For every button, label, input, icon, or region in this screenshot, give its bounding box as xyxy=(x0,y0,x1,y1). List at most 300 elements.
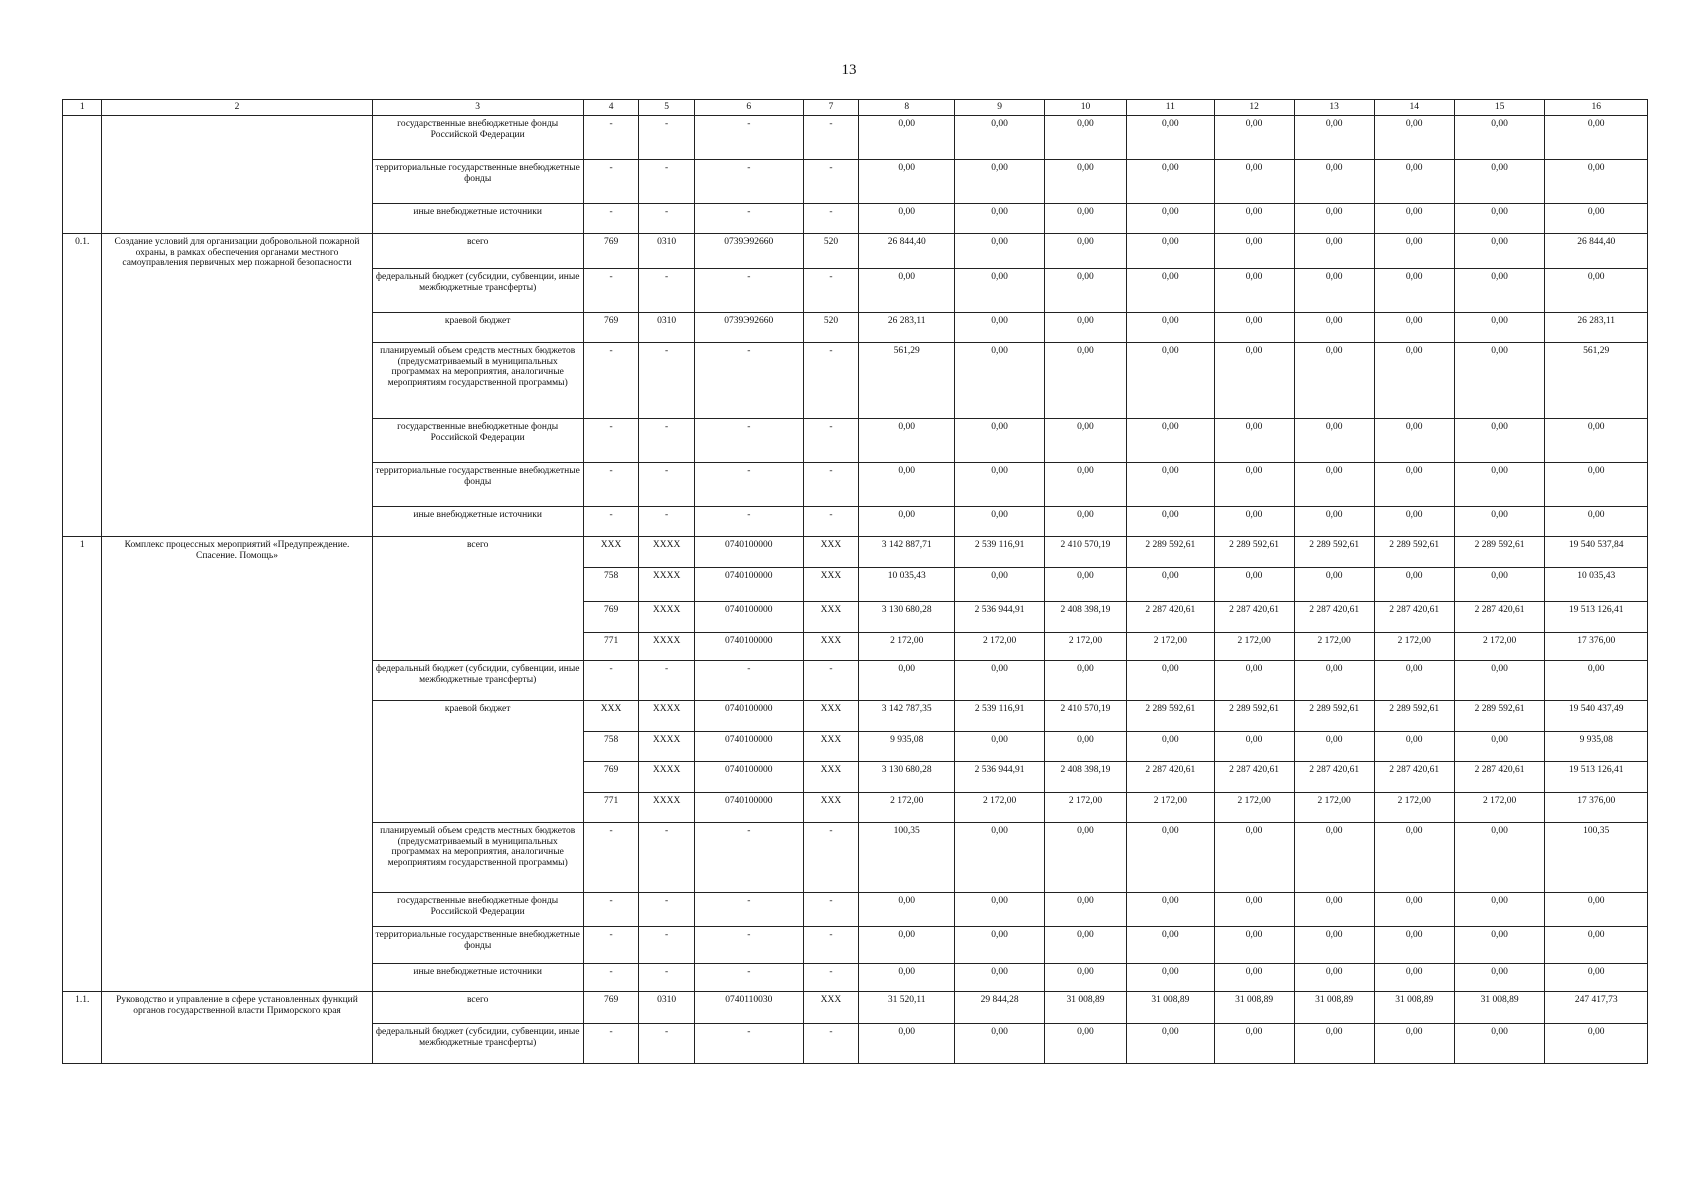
amount-col-16: 0,00 xyxy=(1545,661,1648,701)
amount-col-11: 0,00 xyxy=(1127,661,1215,701)
amount-col-11: 2 289 592,61 xyxy=(1127,701,1215,732)
amount-col-14: 0,00 xyxy=(1374,507,1454,537)
amount-col-12: 0,00 xyxy=(1214,419,1294,463)
amount-col-8: 10 035,43 xyxy=(859,568,955,602)
amount-col-9: 0,00 xyxy=(955,661,1045,701)
amount-col-12: 2 289 592,61 xyxy=(1214,537,1294,568)
amount-col-13: 0,00 xyxy=(1294,661,1374,701)
amount-col-13: 0,00 xyxy=(1294,419,1374,463)
column-number-2: 2 xyxy=(102,100,372,116)
funding-source: всего xyxy=(372,992,583,1024)
funding-source: федеральный бюджет (субсидии, субвенции, иные межбюджетные трансферты) xyxy=(372,269,583,313)
target-code: 0740100000 xyxy=(694,537,803,568)
section-code: - xyxy=(639,204,695,234)
amount-col-8: 3 130 680,28 xyxy=(859,602,955,633)
amount-col-12: 31 008,89 xyxy=(1214,992,1294,1024)
expense-type-code: XXX xyxy=(803,732,859,762)
column-number-8: 8 xyxy=(859,100,955,116)
amount-col-16: 19 540 437,49 xyxy=(1545,701,1648,732)
amount-col-8: 2 172,00 xyxy=(859,633,955,661)
expense-type-code: - xyxy=(803,160,859,204)
amount-col-13: 0,00 xyxy=(1294,313,1374,343)
amount-col-11: 2 287 420,61 xyxy=(1127,602,1215,633)
amount-col-9: 0,00 xyxy=(955,964,1045,992)
amount-col-10: 31 008,89 xyxy=(1044,992,1126,1024)
amount-col-16: 0,00 xyxy=(1545,463,1648,507)
amount-col-12: 0,00 xyxy=(1214,1024,1294,1064)
funding-source: всего xyxy=(372,537,583,661)
amount-col-8: 0,00 xyxy=(859,893,955,927)
admin-code: - xyxy=(583,661,639,701)
amount-col-16: 19 513 126,41 xyxy=(1545,762,1648,793)
amount-col-9: 0,00 xyxy=(955,823,1045,893)
amount-col-12: 0,00 xyxy=(1214,964,1294,992)
amount-col-13: 0,00 xyxy=(1294,204,1374,234)
expense-type-code: - xyxy=(803,419,859,463)
section-code: 0310 xyxy=(639,313,695,343)
amount-col-11: 0,00 xyxy=(1127,964,1215,992)
amount-col-10: 0,00 xyxy=(1044,313,1126,343)
section-code: - xyxy=(639,269,695,313)
amount-col-11: 0,00 xyxy=(1127,1024,1215,1064)
admin-code: - xyxy=(583,927,639,964)
expense-type-code: - xyxy=(803,661,859,701)
amount-col-15: 2 287 420,61 xyxy=(1454,762,1545,793)
section-code: - xyxy=(639,419,695,463)
amount-col-15: 2 289 592,61 xyxy=(1454,701,1545,732)
expense-type-code: - xyxy=(803,1024,859,1064)
amount-col-13: 0,00 xyxy=(1294,343,1374,419)
amount-col-16: 17 376,00 xyxy=(1545,633,1648,661)
amount-col-13: 0,00 xyxy=(1294,732,1374,762)
expense-type-code: - xyxy=(803,507,859,537)
expense-type-code: XXX xyxy=(803,793,859,823)
section-code: XXXX xyxy=(639,633,695,661)
amount-col-8: 0,00 xyxy=(859,116,955,160)
admin-code: - xyxy=(583,116,639,160)
amount-col-14: 0,00 xyxy=(1374,116,1454,160)
amount-col-16: 26 844,40 xyxy=(1545,234,1648,269)
funding-source: иные внебюджетные источники xyxy=(372,204,583,234)
amount-col-8: 0,00 xyxy=(859,204,955,234)
amount-col-8: 3 130 680,28 xyxy=(859,762,955,793)
target-code: - xyxy=(694,893,803,927)
expense-type-code: - xyxy=(803,116,859,160)
admin-code: 758 xyxy=(583,732,639,762)
amount-col-11: 0,00 xyxy=(1127,160,1215,204)
amount-col-11: 0,00 xyxy=(1127,732,1215,762)
section-code: - xyxy=(639,823,695,893)
funding-source: государственные внебюджетные фонды Российской Федерации xyxy=(372,893,583,927)
amount-col-15: 0,00 xyxy=(1454,1024,1545,1064)
amount-col-15: 2 172,00 xyxy=(1454,793,1545,823)
amount-col-15: 31 008,89 xyxy=(1454,992,1545,1024)
funding-source: территориальные государственные внебюджетные фонды xyxy=(372,160,583,204)
table-row xyxy=(63,116,1648,160)
amount-col-10: 0,00 xyxy=(1044,116,1126,160)
item-number: 1 xyxy=(63,537,102,992)
section-code: XXXX xyxy=(639,701,695,732)
amount-col-11: 0,00 xyxy=(1127,463,1215,507)
section-code: - xyxy=(639,343,695,419)
amount-col-15: 0,00 xyxy=(1454,313,1545,343)
amount-col-13: 0,00 xyxy=(1294,160,1374,204)
item-name: Создание условий для организации добровольной пожарной охраны, в рамках обеспечения органами местного самоуправления первичных мер пожарной безопасности xyxy=(102,234,372,537)
funding-source: планируемый объем средств местных бюджетов (предусматриваемый в муниципальных программах на мероприятия, аналогичные мероприятиям государственной программы) xyxy=(372,343,583,419)
target-code: - xyxy=(694,204,803,234)
amount-col-11: 0,00 xyxy=(1127,893,1215,927)
target-code: 0740100000 xyxy=(694,732,803,762)
amount-col-12: 2 287 420,61 xyxy=(1214,602,1294,633)
expense-type-code: XXX xyxy=(803,701,859,732)
page-number: 13 xyxy=(841,62,857,78)
amount-col-11: 0,00 xyxy=(1127,116,1215,160)
target-code: - xyxy=(694,823,803,893)
amount-col-9: 0,00 xyxy=(955,160,1045,204)
amount-col-15: 2 172,00 xyxy=(1454,633,1545,661)
amount-col-11: 0,00 xyxy=(1127,269,1215,313)
amount-col-15: 0,00 xyxy=(1454,507,1545,537)
expense-type-code: 520 xyxy=(803,313,859,343)
amount-col-16: 0,00 xyxy=(1545,1024,1648,1064)
expense-type-code: XXX xyxy=(803,537,859,568)
amount-col-11: 2 289 592,61 xyxy=(1127,537,1215,568)
amount-col-14: 2 172,00 xyxy=(1374,633,1454,661)
amount-col-12: 0,00 xyxy=(1214,823,1294,893)
section-code: XXXX xyxy=(639,602,695,633)
column-number-16: 16 xyxy=(1545,100,1648,116)
amount-col-15: 0,00 xyxy=(1454,343,1545,419)
amount-col-9: 0,00 xyxy=(955,234,1045,269)
column-number-7: 7 xyxy=(803,100,859,116)
admin-code: 771 xyxy=(583,633,639,661)
amount-col-11: 0,00 xyxy=(1127,568,1215,602)
amount-col-16: 0,00 xyxy=(1545,893,1648,927)
amount-col-13: 2 289 592,61 xyxy=(1294,537,1374,568)
amount-col-13: 2 287 420,61 xyxy=(1294,602,1374,633)
amount-col-9: 0,00 xyxy=(955,116,1045,160)
amount-col-8: 0,00 xyxy=(859,661,955,701)
amount-col-16: 26 283,11 xyxy=(1545,313,1648,343)
amount-col-9: 2 539 116,91 xyxy=(955,701,1045,732)
amount-col-13: 0,00 xyxy=(1294,1024,1374,1064)
section-code: - xyxy=(639,160,695,204)
amount-col-9: 0,00 xyxy=(955,507,1045,537)
admin-code: - xyxy=(583,343,639,419)
amount-col-11: 0,00 xyxy=(1127,507,1215,537)
item-number: 1.1. xyxy=(63,992,102,1064)
amount-col-14: 0,00 xyxy=(1374,343,1454,419)
amount-col-15: 0,00 xyxy=(1454,823,1545,893)
amount-col-16: 0,00 xyxy=(1545,204,1648,234)
amount-col-16: 0,00 xyxy=(1545,116,1648,160)
amount-col-8: 0,00 xyxy=(859,927,955,964)
amount-col-16: 561,29 xyxy=(1545,343,1648,419)
amount-col-8: 0,00 xyxy=(859,964,955,992)
target-code: - xyxy=(694,269,803,313)
expense-type-code: - xyxy=(803,823,859,893)
target-code: 0740100000 xyxy=(694,793,803,823)
section-code: XXXX xyxy=(639,762,695,793)
amount-col-15: 0,00 xyxy=(1454,927,1545,964)
amount-col-9: 0,00 xyxy=(955,204,1045,234)
target-code: - xyxy=(694,1024,803,1064)
amount-col-10: 0,00 xyxy=(1044,661,1126,701)
amount-col-12: 0,00 xyxy=(1214,927,1294,964)
amount-col-10: 0,00 xyxy=(1044,568,1126,602)
amount-col-8: 3 142 887,71 xyxy=(859,537,955,568)
amount-col-8: 0,00 xyxy=(859,419,955,463)
funding-source: территориальные государственные внебюджетные фонды xyxy=(372,927,583,964)
amount-col-14: 0,00 xyxy=(1374,160,1454,204)
amount-col-11: 2 172,00 xyxy=(1127,793,1215,823)
amount-col-12: 2 172,00 xyxy=(1214,793,1294,823)
amount-col-13: 0,00 xyxy=(1294,893,1374,927)
target-code: 0740110030 xyxy=(694,992,803,1024)
amount-col-12: 0,00 xyxy=(1214,313,1294,343)
funding-source: федеральный бюджет (субсидии, субвенции, иные межбюджетные трансферты) xyxy=(372,1024,583,1064)
amount-col-14: 0,00 xyxy=(1374,269,1454,313)
amount-col-9: 0,00 xyxy=(955,1024,1045,1064)
amount-col-11: 0,00 xyxy=(1127,823,1215,893)
amount-col-16: 19 513 126,41 xyxy=(1545,602,1648,633)
section-code: XXXX xyxy=(639,793,695,823)
amount-col-16: 0,00 xyxy=(1545,964,1648,992)
amount-col-9: 2 536 944,91 xyxy=(955,762,1045,793)
amount-col-10: 0,00 xyxy=(1044,927,1126,964)
amount-col-10: 0,00 xyxy=(1044,507,1126,537)
amount-col-15: 0,00 xyxy=(1454,204,1545,234)
expense-type-code: XXX xyxy=(803,568,859,602)
amount-col-11: 0,00 xyxy=(1127,313,1215,343)
amount-col-15: 0,00 xyxy=(1454,661,1545,701)
column-number-5: 5 xyxy=(639,100,695,116)
amount-col-10: 0,00 xyxy=(1044,823,1126,893)
section-code: 0310 xyxy=(639,992,695,1024)
target-code: - xyxy=(694,507,803,537)
section-code: - xyxy=(639,893,695,927)
column-number-3: 3 xyxy=(372,100,583,116)
section-code: - xyxy=(639,463,695,507)
amount-col-13: 0,00 xyxy=(1294,964,1374,992)
amount-col-14: 2 287 420,61 xyxy=(1374,602,1454,633)
amount-col-14: 0,00 xyxy=(1374,313,1454,343)
section-code: - xyxy=(639,507,695,537)
amount-col-15: 0,00 xyxy=(1454,568,1545,602)
amount-col-9: 0,00 xyxy=(955,927,1045,964)
target-code: - xyxy=(694,116,803,160)
target-code: 0740100000 xyxy=(694,633,803,661)
item-name: Руководство и управление в сфере установленных функций органов государственной власти Приморского края xyxy=(102,992,372,1064)
section-code: - xyxy=(639,927,695,964)
section-code: - xyxy=(639,116,695,160)
amount-col-10: 0,00 xyxy=(1044,343,1126,419)
column-number-10: 10 xyxy=(1044,100,1126,116)
amount-col-8: 26 283,11 xyxy=(859,313,955,343)
funding-source: федеральный бюджет (субсидии, субвенции, иные межбюджетные трансферты) xyxy=(372,661,583,701)
amount-col-14: 0,00 xyxy=(1374,419,1454,463)
target-code: - xyxy=(694,927,803,964)
amount-col-10: 0,00 xyxy=(1044,269,1126,313)
amount-col-12: 0,00 xyxy=(1214,234,1294,269)
amount-col-9: 0,00 xyxy=(955,893,1045,927)
expense-type-code: - xyxy=(803,964,859,992)
amount-col-14: 0,00 xyxy=(1374,1024,1454,1064)
target-code: 0740100000 xyxy=(694,701,803,732)
amount-col-13: 0,00 xyxy=(1294,116,1374,160)
budget-table xyxy=(62,99,1648,1064)
funding-source: территориальные государственные внебюджетные фонды xyxy=(372,463,583,507)
amount-col-15: 2 289 592,61 xyxy=(1454,537,1545,568)
amount-col-8: 0,00 xyxy=(859,507,955,537)
admin-code: - xyxy=(583,507,639,537)
table-row xyxy=(63,537,1648,568)
admin-code: 769 xyxy=(583,992,639,1024)
item-number: 0.1. xyxy=(63,234,102,537)
amount-col-10: 0,00 xyxy=(1044,893,1126,927)
amount-col-9: 29 844,28 xyxy=(955,992,1045,1024)
amount-col-9: 0,00 xyxy=(955,313,1045,343)
amount-col-13: 0,00 xyxy=(1294,269,1374,313)
amount-col-10: 0,00 xyxy=(1044,964,1126,992)
admin-code: - xyxy=(583,1024,639,1064)
column-number-4: 4 xyxy=(583,100,639,116)
admin-code: XXX xyxy=(583,537,639,568)
expense-type-code: XXX xyxy=(803,762,859,793)
amount-col-13: 2 287 420,61 xyxy=(1294,762,1374,793)
column-number-12: 12 xyxy=(1214,100,1294,116)
amount-col-16: 9 935,08 xyxy=(1545,732,1648,762)
budget-table-wrapper xyxy=(62,99,1648,1064)
amount-col-10: 2 172,00 xyxy=(1044,633,1126,661)
amount-col-14: 0,00 xyxy=(1374,823,1454,893)
amount-col-10: 2 408 398,19 xyxy=(1044,762,1126,793)
expense-type-code: - xyxy=(803,463,859,507)
amount-col-11: 2 287 420,61 xyxy=(1127,762,1215,793)
amount-col-10: 0,00 xyxy=(1044,204,1126,234)
amount-col-9: 2 172,00 xyxy=(955,793,1045,823)
column-number-row xyxy=(63,100,1648,116)
admin-code: 771 xyxy=(583,793,639,823)
amount-col-8: 561,29 xyxy=(859,343,955,419)
funding-source: государственные внебюджетные фонды Российской Федерации xyxy=(372,116,583,160)
amount-col-14: 0,00 xyxy=(1374,927,1454,964)
target-code: 0739Э92660 xyxy=(694,234,803,269)
column-number-11: 11 xyxy=(1127,100,1215,116)
admin-code: - xyxy=(583,893,639,927)
section-code: - xyxy=(639,964,695,992)
amount-col-13: 0,00 xyxy=(1294,927,1374,964)
amount-col-10: 2 408 398,19 xyxy=(1044,602,1126,633)
column-number-14: 14 xyxy=(1374,100,1454,116)
amount-col-15: 0,00 xyxy=(1454,419,1545,463)
amount-col-13: 0,00 xyxy=(1294,823,1374,893)
amount-col-16: 17 376,00 xyxy=(1545,793,1648,823)
amount-col-16: 0,00 xyxy=(1545,160,1648,204)
amount-col-8: 31 520,11 xyxy=(859,992,955,1024)
amount-col-11: 31 008,89 xyxy=(1127,992,1215,1024)
funding-source: планируемый объем средств местных бюджетов (предусматриваемый в муниципальных программах на мероприятия, аналогичные мероприятиям государственной программы) xyxy=(372,823,583,893)
amount-col-12: 0,00 xyxy=(1214,463,1294,507)
amount-col-16: 0,00 xyxy=(1545,507,1648,537)
target-code: - xyxy=(694,964,803,992)
column-number-1: 1 xyxy=(63,100,102,116)
section-code: 0310 xyxy=(639,234,695,269)
target-code: - xyxy=(694,661,803,701)
amount-col-12: 0,00 xyxy=(1214,343,1294,419)
amount-col-14: 0,00 xyxy=(1374,204,1454,234)
amount-col-10: 2 172,00 xyxy=(1044,793,1126,823)
amount-col-15: 2 287 420,61 xyxy=(1454,602,1545,633)
admin-code: - xyxy=(583,463,639,507)
amount-col-12: 0,00 xyxy=(1214,204,1294,234)
column-number-6: 6 xyxy=(694,100,803,116)
amount-col-8: 26 844,40 xyxy=(859,234,955,269)
amount-col-10: 0,00 xyxy=(1044,463,1126,507)
amount-col-10: 0,00 xyxy=(1044,1024,1126,1064)
item-number xyxy=(63,116,102,234)
funding-source: иные внебюджетные источники xyxy=(372,507,583,537)
amount-col-13: 31 008,89 xyxy=(1294,992,1374,1024)
amount-col-13: 0,00 xyxy=(1294,507,1374,537)
amount-col-12: 2 287 420,61 xyxy=(1214,762,1294,793)
expense-type-code: XXX xyxy=(803,602,859,633)
target-code: - xyxy=(694,160,803,204)
amount-col-13: 0,00 xyxy=(1294,234,1374,269)
item-name: Комплекс процессных мероприятий «Предупреждение. Спасение. Помощь» xyxy=(102,537,372,992)
expense-type-code: 520 xyxy=(803,234,859,269)
funding-source: краевой бюджет xyxy=(372,313,583,343)
amount-col-13: 0,00 xyxy=(1294,463,1374,507)
expense-type-code: - xyxy=(803,927,859,964)
amount-col-15: 0,00 xyxy=(1454,160,1545,204)
amount-col-12: 2 289 592,61 xyxy=(1214,701,1294,732)
target-code: 0740100000 xyxy=(694,568,803,602)
amount-col-9: 0,00 xyxy=(955,343,1045,419)
expense-type-code: - xyxy=(803,343,859,419)
section-code: - xyxy=(639,661,695,701)
amount-col-11: 0,00 xyxy=(1127,204,1215,234)
item-name xyxy=(102,116,372,234)
admin-code: - xyxy=(583,160,639,204)
amount-col-12: 2 172,00 xyxy=(1214,633,1294,661)
admin-code: - xyxy=(583,204,639,234)
amount-col-13: 0,00 xyxy=(1294,568,1374,602)
amount-col-12: 0,00 xyxy=(1214,116,1294,160)
amount-col-15: 0,00 xyxy=(1454,732,1545,762)
amount-col-12: 0,00 xyxy=(1214,160,1294,204)
amount-col-9: 2 536 944,91 xyxy=(955,602,1045,633)
target-code: - xyxy=(694,419,803,463)
admin-code: 769 xyxy=(583,762,639,793)
admin-code: - xyxy=(583,964,639,992)
admin-code: 758 xyxy=(583,568,639,602)
amount-col-16: 0,00 xyxy=(1545,419,1648,463)
expense-type-code: XXX xyxy=(803,992,859,1024)
admin-code: 769 xyxy=(583,234,639,269)
admin-code: XXX xyxy=(583,701,639,732)
expense-type-code: - xyxy=(803,204,859,234)
funding-source: государственные внебюджетные фонды Российской Федерации xyxy=(372,419,583,463)
amount-col-12: 0,00 xyxy=(1214,661,1294,701)
funding-source: всего xyxy=(372,234,583,269)
expense-type-code: - xyxy=(803,893,859,927)
amount-col-12: 0,00 xyxy=(1214,732,1294,762)
section-code: XXXX xyxy=(639,537,695,568)
amount-col-16: 19 540 537,84 xyxy=(1545,537,1648,568)
amount-col-10: 0,00 xyxy=(1044,160,1126,204)
target-code: 0739Э92660 xyxy=(694,313,803,343)
